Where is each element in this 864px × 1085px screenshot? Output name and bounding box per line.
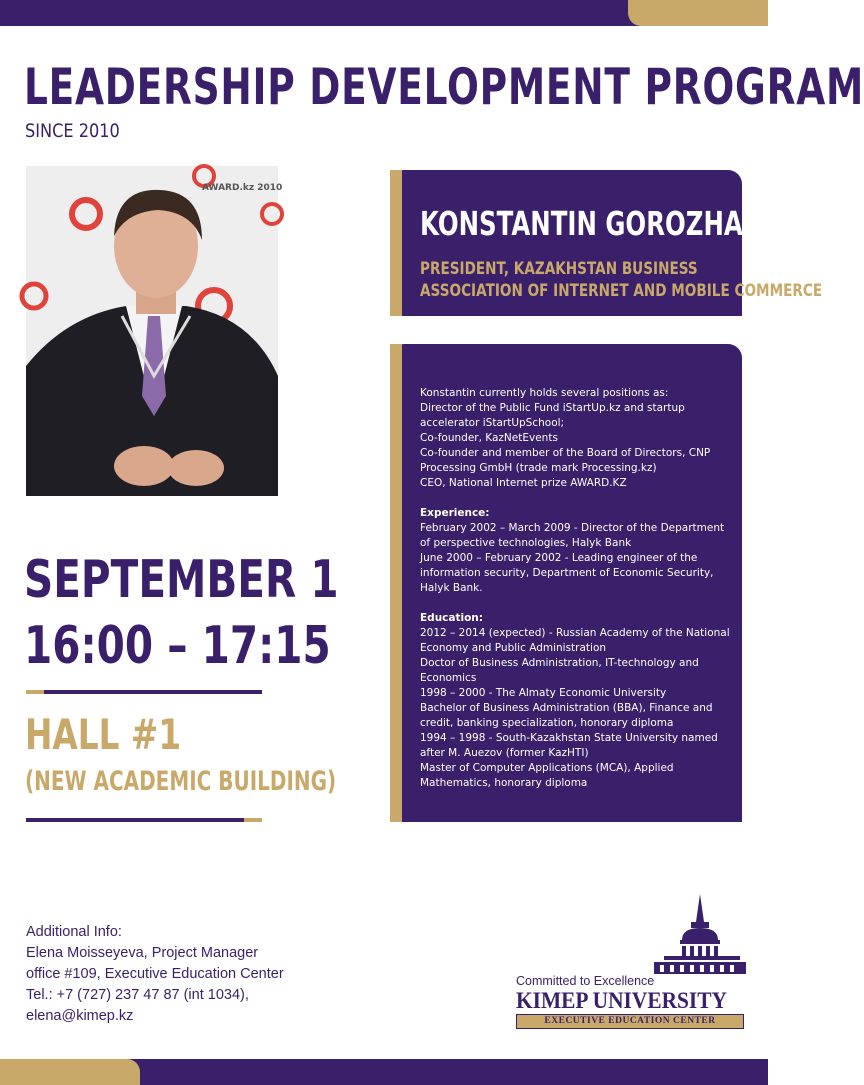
bio-line: 1994 – 1998 - South-Kazakhstan State University named after M. Auezov (former KazHTI) [420,732,718,759]
bio-line: 1998 – 2000 - The Almaty Economic University [420,687,667,699]
bio-line: Bachelor of Business Administration (BBA), Finance and credit, banking specialization, honorary diploma [420,702,713,729]
speaker-name: KONSTANTIN GOROZHANKIN [420,204,812,243]
bio-line: Co-founder, KazNetEvents [420,432,558,444]
top-decor-bar-gold [628,0,768,26]
contact-heading: Additional Info: [26,924,122,940]
event-hall: HALL #1 [25,710,182,759]
logo-university: KIMEP UNIVERSITY [516,988,727,1013]
logo-center: EXECUTIVE EDUCATION CENTER [516,1014,744,1029]
bottom-decor-bar-gold [0,1059,140,1085]
speaker-role-line: ASSOCIATION OF INTERNET AND MOBILE COMMERCE [420,281,823,301]
backdrop-award-text: AWARD.kz 2010 [202,183,283,193]
bio-line: Director of the Public Fund iStartUp.kz and startup accelerator iStartUpSchool; [420,402,685,429]
bio-line: 2012 – 2014 (expected) - Russian Academy of the National Economy and Public Administration [420,627,730,654]
contact-info [26,922,284,1027]
bio-line: CEO, National Internet prize AWARD.KZ [420,477,627,489]
event-date: SEPTEMBER 1 [24,550,339,610]
divider [44,690,262,694]
bio-content [420,386,732,791]
divider [26,818,244,822]
kimep-building-icon [514,892,746,976]
program-title: LEADERSHIP DEVELOPMENT PROGRAM [24,58,864,116]
speaker-name-panel [390,170,823,316]
bio-line: Doctor of Business Administration, IT-technology and Economics [420,657,699,684]
program-since: SINCE 2010 [25,120,120,142]
event-time: 16:00 – 17:15 [24,616,331,676]
experience-heading: Experience: [420,507,490,519]
bio-line: Konstantin currently holds several positions as: [420,387,669,399]
contact-email[interactable]: elena@kimep.kz [26,1008,134,1024]
bio-line: Co-founder and member of the Board of Directors, CNP Processing GmbH (trade mark Processing.kz) [420,447,711,474]
speaker-photo [26,166,283,496]
contact-phone: Tel.: +7 (727) 237 47 87 (int 1034), [26,987,249,1003]
kimep-logo [514,892,746,1032]
bio-line: Master of Computer Applications (MCA), Applied Mathematics, honorary diploma [420,762,674,789]
bio-line: February 2002 – March 2009 - Director of the Department of perspective technologies, Halyk Bank [420,522,725,549]
divider-gold [26,690,44,694]
logo-tagline: Committed to Excellence [516,974,655,988]
event-building: (NEW ACADEMIC BUILDING) [25,766,337,797]
speaker-role [420,258,822,302]
speaker-role-line: PRESIDENT, KAZAKHSTAN BUSINESS [420,259,698,279]
contact-name: Elena Moisseyeva, Project Manager [26,945,259,961]
speaker-bio-panel [390,344,742,822]
divider-gold [244,818,262,822]
education-heading: Education: [420,612,483,624]
bio-line: June 2000 – February 2002 - Leading engineer of the information security, Department of Economic Security, Halyk Bank. [420,552,714,594]
contact-office: office #109, Executive Education Center [26,966,284,982]
